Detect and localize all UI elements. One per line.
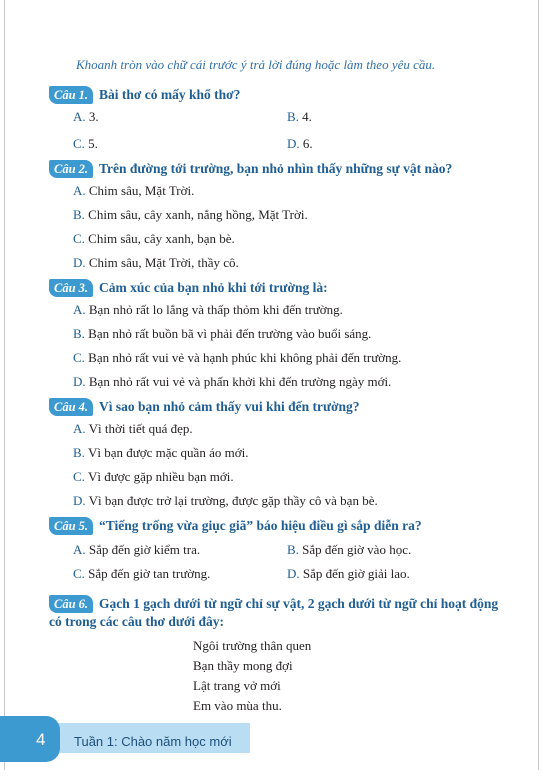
option-text: Chim sâu, cây xanh, bạn bè. <box>88 231 235 246</box>
question-5 <box>49 517 422 535</box>
option-text: Vì thời tiết quá đẹp. <box>88 421 193 436</box>
question-3-option-c[interactable] <box>73 350 401 366</box>
question-2-option-b[interactable] <box>73 207 308 223</box>
option-text: Vì được gặp nhiều bạn mới. <box>87 469 234 484</box>
question-4-option-a[interactable] <box>73 421 193 437</box>
question-6-badge: Câu 6. <box>49 595 93 613</box>
option-letter: C. <box>73 469 85 484</box>
option-text: Chim sâu, Mặt Trời. <box>88 183 195 198</box>
question-3-badge: Câu 3. <box>49 279 93 297</box>
question-5-option-c[interactable] <box>73 566 210 582</box>
option-letter: A. <box>73 109 86 124</box>
option-text: Bạn nhỏ rất vui vẻ và hạnh phúc khi không phải đến trường. <box>88 350 402 365</box>
option-text: Bạn nhỏ rất buồn bã vì phải đến trường vào buổi sáng. <box>88 326 372 341</box>
question-1 <box>49 86 240 104</box>
question-5-badge: Câu 5. <box>49 517 93 535</box>
poem-line-4: Em vào mùa thu. <box>193 698 282 713</box>
option-letter: D. <box>73 493 86 508</box>
option-text: 4. <box>302 109 312 124</box>
option-letter: D. <box>287 566 300 581</box>
option-letter: B. <box>287 109 299 124</box>
question-3-text: Cảm xúc của bạn nhỏ khi tới trường là: <box>99 280 328 295</box>
option-letter: D. <box>287 136 300 151</box>
option-letter: A. <box>73 183 86 198</box>
question-2-option-c[interactable] <box>73 231 235 247</box>
question-3-option-b[interactable] <box>73 326 371 342</box>
option-letter: A. <box>73 421 86 436</box>
question-2-option-d[interactable] <box>73 255 239 271</box>
poem-line-2: Bạn thầy mong đợi <box>193 658 293 673</box>
question-2-text: Trên đường tới trường, bạn nhỏ nhìn thấy những sự vật nào? <box>99 161 453 176</box>
question-1-badge: Câu 1. <box>49 86 93 104</box>
question-4-text: Vì sao bạn nhỏ cảm thấy vui khi đến trường? <box>99 399 360 414</box>
option-text: Sắp đến giờ vào học. <box>302 542 412 557</box>
option-text: Bạn nhỏ rất lo lắng và thấp thỏm khi đến trường. <box>88 302 343 317</box>
question-1-text: Bài thơ có mấy khổ thơ? <box>99 87 241 102</box>
question-3-option-a[interactable] <box>73 302 343 318</box>
question-2-option-a[interactable] <box>73 183 194 199</box>
option-letter: B. <box>73 207 85 222</box>
option-text: Chim sâu, cây xanh, nắng hồng, Mặt Trời. <box>88 207 308 222</box>
option-text: Sắp đến giờ giải lao. <box>302 566 410 581</box>
option-text: Sắp đến giờ kiểm tra. <box>88 542 201 557</box>
option-text: 5. <box>88 136 98 151</box>
question-4-option-d[interactable] <box>73 493 378 509</box>
question-4 <box>49 398 360 416</box>
question-2 <box>49 160 452 178</box>
footer-page-tab <box>0 716 60 762</box>
question-6-text: Gạch 1 gạch dưới từ ngữ chỉ sự vật, 2 gạch dưới từ ngữ chỉ hoạt động <box>99 596 499 611</box>
question-1-option-a[interactable] <box>73 109 99 125</box>
page-number: 4 <box>36 730 46 749</box>
option-letter: A. <box>73 302 86 317</box>
option-letter: C. <box>73 136 85 151</box>
question-1-option-c[interactable] <box>73 136 98 152</box>
option-letter: B. <box>73 326 85 341</box>
option-letter: B. <box>73 445 85 460</box>
option-text: Vì bạn được mặc quần áo mới. <box>87 445 249 460</box>
option-text: 6. <box>302 136 313 151</box>
option-text: Chim sâu, Mặt Trời, thầy cô. <box>88 255 239 270</box>
option-text: Sắp đến giờ tan trường. <box>88 566 211 581</box>
question-5-text: “Tiếng trống vừa giục giã” báo hiệu điều gì sắp diễn ra? <box>99 518 422 533</box>
option-letter: A. <box>73 542 86 557</box>
question-6 <box>49 595 498 613</box>
question-3-option-d[interactable] <box>73 374 391 390</box>
question-4-option-b[interactable] <box>73 445 248 461</box>
poem-line-1: Ngôi trường thân quen <box>193 638 312 653</box>
option-letter: B. <box>287 542 299 557</box>
question-5-option-d[interactable] <box>287 566 410 582</box>
instruction-text: Khoanh tròn vào chữ cái trước ý trả lời đúng hoặc làm theo yêu cầu. <box>76 57 436 72</box>
question-4-badge: Câu 4. <box>49 398 93 416</box>
question-5-option-a[interactable] <box>73 542 200 558</box>
question-2-badge: Câu 2. <box>49 160 93 178</box>
option-letter: D. <box>73 374 86 389</box>
question-3 <box>49 279 328 297</box>
option-letter: C. <box>73 231 85 246</box>
option-letter: D. <box>73 255 86 270</box>
poem-line-3: Lật trang vở mới <box>193 678 281 693</box>
option-text: Vì bạn được trở lại trường, được gặp thầy cô và bạn bè. <box>88 493 378 508</box>
option-text: Bạn nhỏ rất vui vẻ và phấn khởi khi đến trường ngày mới. <box>88 374 392 389</box>
question-1-option-b[interactable] <box>287 109 312 125</box>
question-6-text-line-2: có trong các câu thơ dưới đây: <box>49 614 225 629</box>
footer-unit-title: Tuần 1: Chào năm học mới <box>74 734 232 749</box>
question-1-option-d[interactable] <box>287 136 313 152</box>
option-letter: C. <box>73 566 85 581</box>
option-text: 3. <box>88 109 99 124</box>
option-letter: C. <box>73 350 85 365</box>
question-5-option-b[interactable] <box>287 542 411 558</box>
question-4-option-c[interactable] <box>73 469 234 485</box>
